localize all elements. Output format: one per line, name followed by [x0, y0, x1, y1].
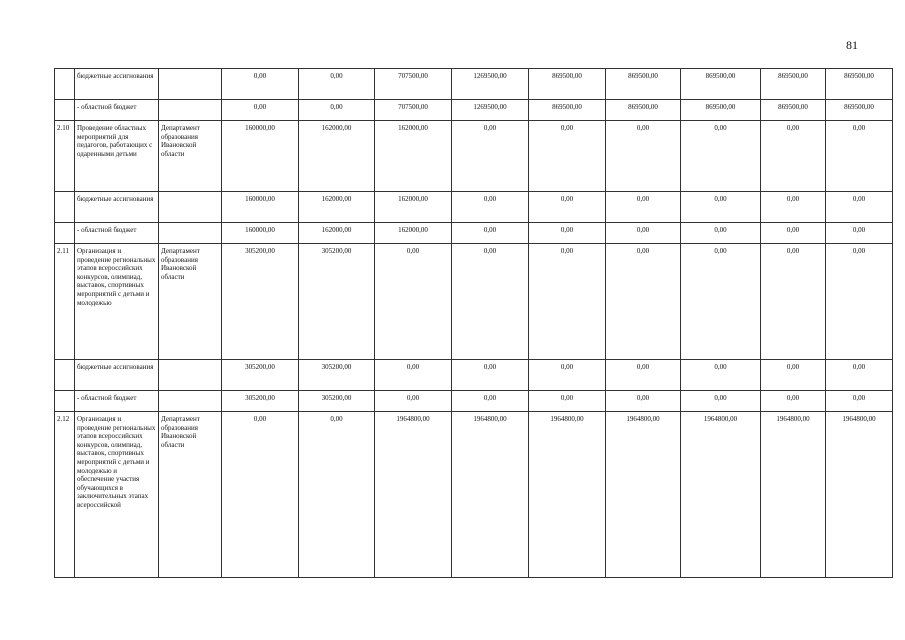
amount-cell: 0,00 [826, 121, 893, 192]
item-name-cell: Проведение областных мероприятий для педагогов, работающих с одаренными детьми [75, 121, 159, 192]
table-row-activity [55, 244, 893, 360]
table-row-activity [55, 121, 893, 192]
amount-cell: 160000,00 [222, 192, 299, 223]
table-row-funding [55, 223, 893, 244]
amount-cell: 0,00 [299, 69, 375, 100]
amount-cell: 869500,00 [681, 100, 761, 121]
amount-cell: 869500,00 [761, 69, 826, 100]
amount-cell: 160000,00 [222, 223, 299, 244]
amount-cell: 869500,00 [826, 69, 893, 100]
amount-cell: 0,00 [529, 121, 606, 192]
amount-cell: 0,00 [681, 192, 761, 223]
amount-cell: 0,00 [452, 223, 529, 244]
amount-cell: 0,00 [681, 391, 761, 412]
amount-cell: 305200,00 [222, 244, 299, 360]
amount-cell: 0,00 [826, 244, 893, 360]
amount-cell: 1269500,00 [452, 69, 529, 100]
amount-cell: 305200,00 [299, 360, 375, 391]
executor-cell [159, 223, 222, 244]
amount-cell: 162000,00 [375, 121, 452, 192]
executor-cell [159, 100, 222, 121]
amount-cell: 162000,00 [299, 223, 375, 244]
amount-cell: 0,00 [606, 192, 681, 223]
executor-cell [159, 360, 222, 391]
item-name-cell: - областной бюджет [75, 391, 159, 412]
amount-cell: 0,00 [452, 391, 529, 412]
amount-cell: 0,00 [606, 391, 681, 412]
executor-cell: Департамент образования Ивановской области [159, 121, 222, 192]
amount-cell: 0,00 [452, 192, 529, 223]
amount-cell: 0,00 [681, 360, 761, 391]
amount-cell: 0,00 [761, 223, 826, 244]
amount-cell: 869500,00 [606, 100, 681, 121]
amount-cell: 0,00 [452, 360, 529, 391]
executor-cell: Департамент образования Ивановской области [159, 412, 222, 578]
page-number: 81 [846, 38, 858, 52]
table-row-funding [55, 100, 893, 121]
amount-cell: 1964800,00 [826, 412, 893, 578]
amount-cell: 0,00 [375, 360, 452, 391]
amount-cell: 0,00 [826, 223, 893, 244]
amount-cell: 0,00 [452, 244, 529, 360]
amount-cell: 0,00 [761, 121, 826, 192]
amount-cell: 0,00 [529, 192, 606, 223]
executor-cell [159, 192, 222, 223]
amount-cell: 0,00 [681, 223, 761, 244]
table-row-funding [55, 69, 893, 100]
item-name-cell: бюджетные ассигнования [75, 360, 159, 391]
amount-cell: 0,00 [681, 121, 761, 192]
amount-cell: 869500,00 [529, 69, 606, 100]
item-number-cell [55, 223, 75, 244]
amount-cell: 162000,00 [299, 121, 375, 192]
amount-cell: 305200,00 [222, 391, 299, 412]
item-number-cell: 2.12 [55, 412, 75, 578]
amount-cell: 0,00 [761, 360, 826, 391]
executor-cell: Департамент образования Ивановской области [159, 244, 222, 360]
amount-cell: 1964800,00 [375, 412, 452, 578]
amount-cell: 0,00 [222, 69, 299, 100]
amount-cell: 869500,00 [826, 100, 893, 121]
amount-cell: 0,00 [761, 192, 826, 223]
amount-cell: 0,00 [826, 192, 893, 223]
amount-cell: 707500,00 [375, 100, 452, 121]
amount-cell: 869500,00 [529, 100, 606, 121]
amount-cell: 0,00 [761, 391, 826, 412]
amount-cell: 0,00 [222, 100, 299, 121]
amount-cell: 0,00 [452, 121, 529, 192]
table-row-funding [55, 192, 893, 223]
amount-cell: 162000,00 [375, 223, 452, 244]
amount-cell: 1964800,00 [529, 412, 606, 578]
item-name-cell: Организация и проведение региональных этапов всероссийских конкурсов, олимпиад, выставок, спортивных мероприятий с детьми и молодежью и обеспечение участия обучающихся в заключительных этапах всероссийской [75, 412, 159, 578]
executor-cell [159, 391, 222, 412]
amount-cell: 1964800,00 [452, 412, 529, 578]
amount-cell: 0,00 [606, 223, 681, 244]
amount-cell: 0,00 [529, 360, 606, 391]
item-name-cell: Организация и проведение региональных этапов всероссийских конкурсов, олимпиад, выставок, спортивных мероприятий с детьми и молодежью [75, 244, 159, 360]
amount-cell: 0,00 [529, 223, 606, 244]
table-row-funding [55, 391, 893, 412]
table-row-funding [55, 360, 893, 391]
amount-cell: 160000,00 [222, 121, 299, 192]
amount-cell: 0,00 [606, 244, 681, 360]
table-row-activity [55, 412, 893, 578]
amount-cell: 0,00 [375, 391, 452, 412]
item-number-cell: 2.10 [55, 121, 75, 192]
item-number-cell: 2.11 [55, 244, 75, 360]
amount-cell: 0,00 [222, 412, 299, 578]
item-number-cell [55, 192, 75, 223]
amount-cell: 0,00 [606, 121, 681, 192]
amount-cell: 0,00 [826, 360, 893, 391]
amount-cell: 0,00 [529, 244, 606, 360]
amount-cell: 1964800,00 [761, 412, 826, 578]
amount-cell: 869500,00 [681, 69, 761, 100]
amount-cell: 0,00 [299, 412, 375, 578]
item-name-cell: бюджетные ассигнования [75, 192, 159, 223]
amount-cell: 305200,00 [222, 360, 299, 391]
amount-cell: 0,00 [375, 244, 452, 360]
amount-cell: 162000,00 [375, 192, 452, 223]
item-name-cell: бюджетные ассигнования [75, 69, 159, 100]
amount-cell: 162000,00 [299, 192, 375, 223]
item-name-cell: - областной бюджет [75, 223, 159, 244]
amount-cell: 1964800,00 [681, 412, 761, 578]
amount-cell: 305200,00 [299, 244, 375, 360]
item-number-cell [55, 69, 75, 100]
executor-cell [159, 69, 222, 100]
amount-cell: 707500,00 [375, 69, 452, 100]
item-number-cell [55, 391, 75, 412]
amount-cell: 869500,00 [606, 69, 681, 100]
item-number-cell [55, 360, 75, 391]
budget-table [54, 68, 893, 578]
amount-cell: 0,00 [529, 391, 606, 412]
amount-cell: 1269500,00 [452, 100, 529, 121]
amount-cell: 0,00 [299, 100, 375, 121]
amount-cell: 1964800,00 [606, 412, 681, 578]
amount-cell: 0,00 [826, 391, 893, 412]
amount-cell: 869500,00 [761, 100, 826, 121]
amount-cell: 0,00 [681, 244, 761, 360]
amount-cell: 305200,00 [299, 391, 375, 412]
item-name-cell: - областной бюджет [75, 100, 159, 121]
amount-cell: 0,00 [761, 244, 826, 360]
item-number-cell [55, 100, 75, 121]
amount-cell: 0,00 [606, 360, 681, 391]
